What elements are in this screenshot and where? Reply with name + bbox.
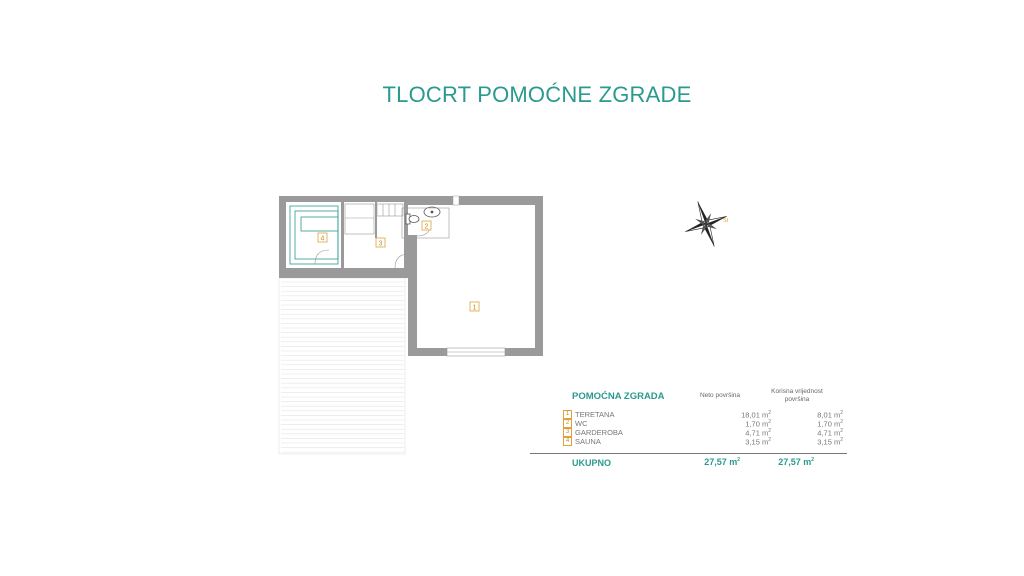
table-heading: POMOĆNA ZGRADA	[572, 391, 665, 402]
room-name: SAUNA	[575, 437, 601, 446]
total-label: UKUPNO	[572, 458, 612, 468]
room-number: 3	[563, 428, 572, 437]
table-row	[563, 419, 843, 429]
room-number: 2	[563, 419, 572, 428]
svg-text:2: 2	[424, 223, 429, 231]
svg-text:4: 4	[320, 235, 325, 243]
column-header-korisna-line2: površina	[784, 396, 810, 403]
room-tag-3	[376, 238, 385, 248]
terrace-deck	[279, 278, 405, 454]
room-name: TERETANA	[575, 410, 615, 419]
korisna-area: 4,71 $m^2$	[817, 428, 843, 438]
room-tag-2	[422, 221, 431, 231]
neto-area: 3,15 $m^2$	[745, 437, 771, 447]
total-korisna: 27,57 $m^2$	[778, 457, 814, 467]
room-tag-4	[318, 233, 327, 243]
table-row	[563, 437, 843, 447]
neto-area: 1,70 $m^2$	[745, 419, 771, 429]
floor-plan	[275, 190, 555, 460]
svg-text:1: 1	[472, 304, 477, 312]
column-header-korisna	[762, 388, 832, 404]
svg-text:3: 3	[378, 240, 383, 248]
room-number: 1	[563, 410, 572, 419]
area-table	[530, 386, 850, 476]
north-arrow-icon	[672, 196, 742, 256]
compass-label: SI	[723, 218, 729, 224]
room-name: GARDEROBA	[575, 428, 623, 437]
sink-icon	[424, 207, 440, 217]
table-row	[563, 410, 843, 420]
total-neto: 27,57 $m^2$	[704, 457, 740, 467]
column-header-neto: Neto površina	[699, 392, 741, 399]
room-tag-1	[470, 302, 479, 312]
korisna-area: 3,15 $m^2$	[817, 437, 843, 447]
table-row	[563, 428, 843, 438]
room-name: WC	[575, 419, 588, 428]
table-divider	[530, 453, 847, 454]
korisna-area: 1,70 $m^2$	[817, 419, 843, 429]
neto-area: 18,01 $m^2$	[741, 410, 771, 420]
neto-area: 4,71 $m^2$	[745, 428, 771, 438]
korisna-area: 8,01 $m^2$	[817, 410, 843, 420]
page-title: TLOCRT POMOĆNE ZGRADE	[382, 82, 692, 107]
column-header-korisna-line1: Korisna vrijednost	[771, 388, 823, 395]
room-number: 4	[563, 437, 572, 446]
